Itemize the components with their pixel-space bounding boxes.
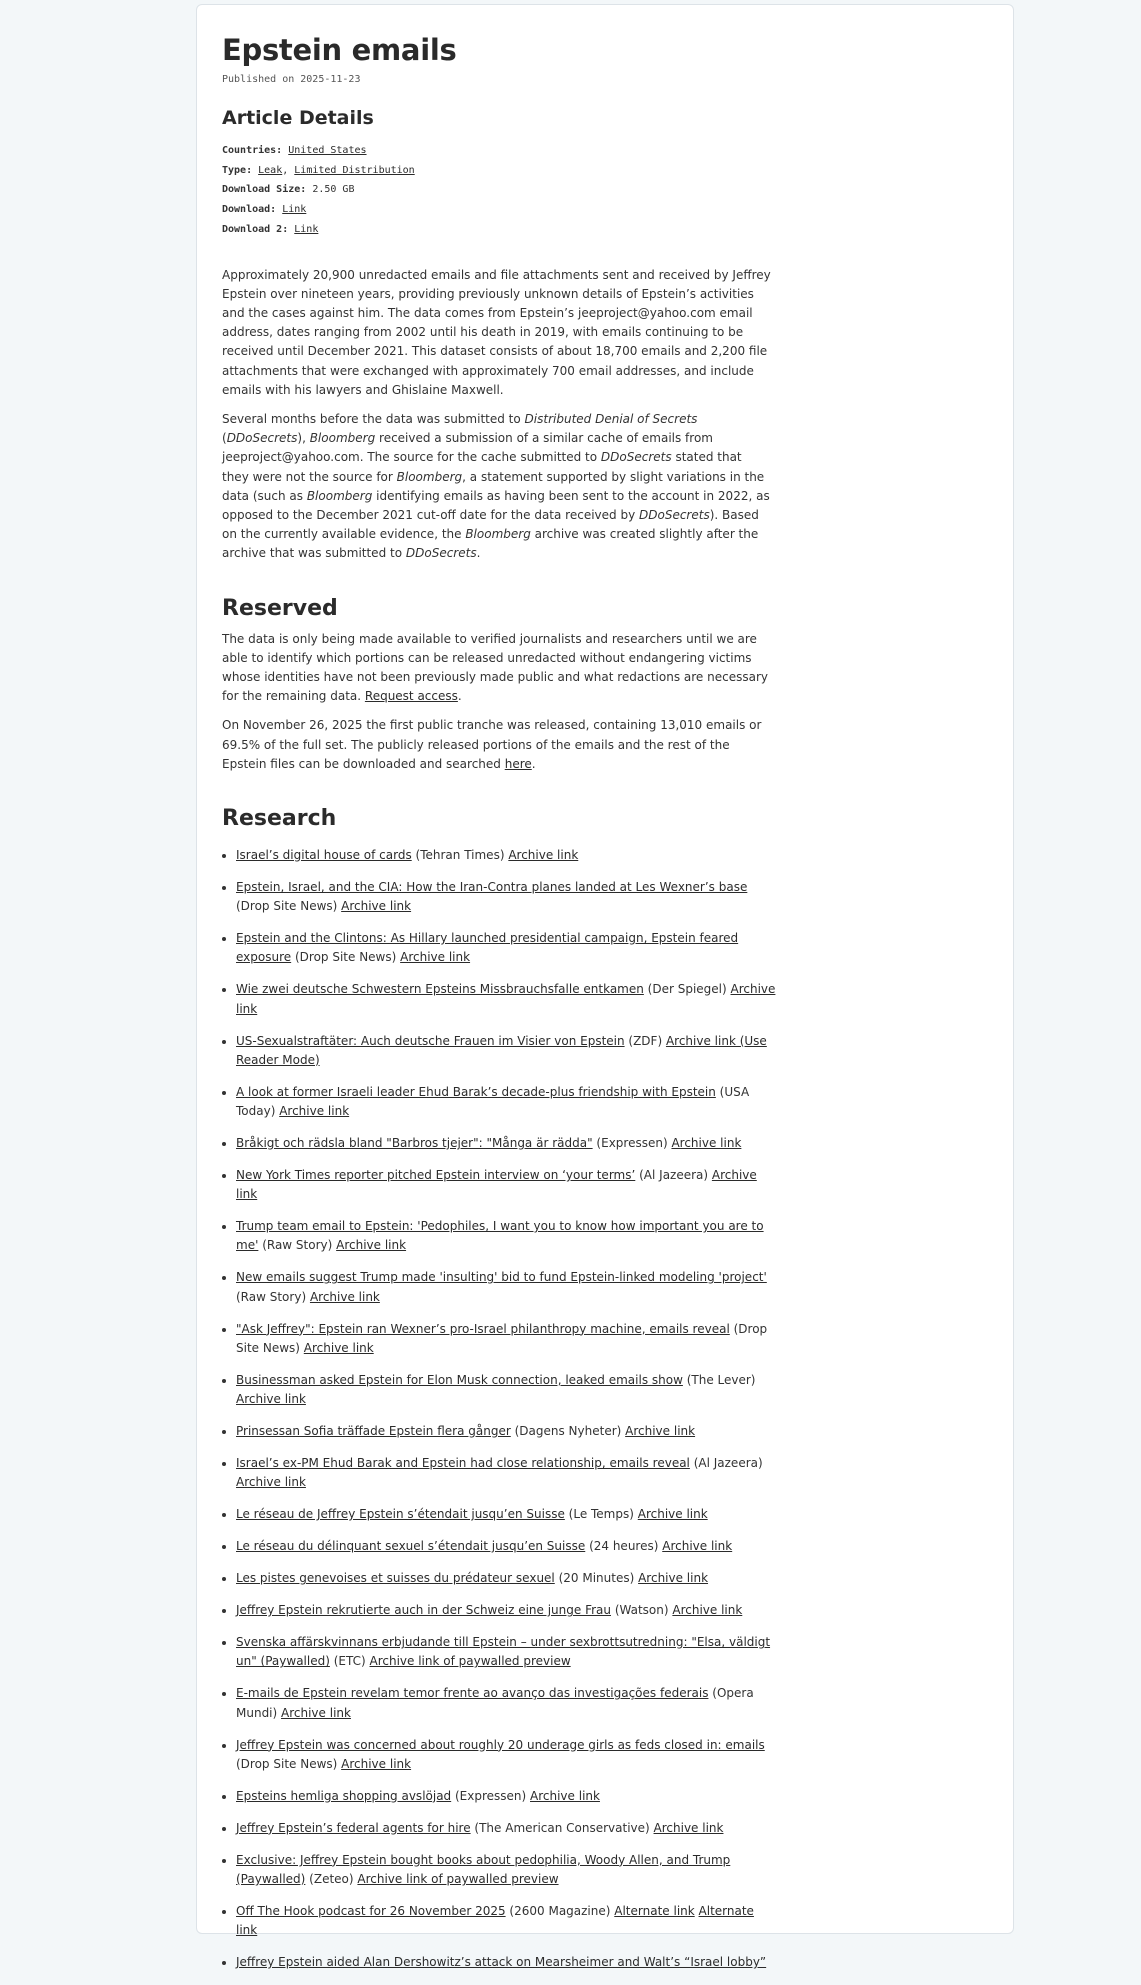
research-archive-link[interactable]: Archive link <box>336 1238 407 1253</box>
size-value: 2.50 GB <box>312 184 355 196</box>
research-source: (Zeteo) <box>305 1872 358 1887</box>
research-source: (Drop Site News) <box>236 1756 342 1771</box>
research-archive-link[interactable]: Alternate link <box>236 1904 754 1938</box>
research-archive-link[interactable]: Archive link <box>672 1603 743 1618</box>
research-archive-link[interactable]: Archive link <box>638 1571 709 1586</box>
research-archive-link[interactable]: Archive link <box>400 950 471 965</box>
research-archive-link[interactable]: Archive link <box>303 1340 374 1355</box>
text-span: . <box>531 756 536 771</box>
research-article-link[interactable]: Svenska affärskvinnans erbjudande till Epstein – under sexbrottsutredning: "Elsa, väldigt un" (Paywalled) <box>236 1635 771 1669</box>
emphasis-bloomberg: Bloomberg <box>465 527 531 542</box>
emphasis-bloomberg: Bloomberg <box>306 488 373 503</box>
research-item <box>236 1633 776 1671</box>
research-item <box>236 1371 776 1409</box>
countries-label: Countries: <box>222 145 283 156</box>
research-item <box>236 1736 776 1774</box>
research-article-link[interactable]: Epstein and the Clintons: As Hillary launched presidential campaign, Epstein feared exposure <box>236 931 739 965</box>
countries-link[interactable]: United States <box>288 145 367 156</box>
text-span: , a statement supported by slight variations in the data (such as <box>222 469 765 503</box>
text-span: ( <box>222 431 227 446</box>
text-span: On November 26, 2025 the first public tranche was released, containing 13,010 emails or 69.5% of the full set. The publicly released portions of the emails and the rest of the Epstein files can be downloaded and searched <box>222 718 762 771</box>
research-archive-link[interactable]: Archive link (Use Reader Mode) <box>236 1033 767 1067</box>
size-row <box>222 180 772 200</box>
research-source: (24 heures) <box>585 1539 663 1554</box>
research-source: (The Lever) <box>682 1372 756 1387</box>
intro-paragraph-2 <box>222 410 772 564</box>
research-article-link[interactable]: "Ask Jeffrey": Epstein ran Wexner’s pro-Israel philanthropy machine, emails reveal <box>236 1321 730 1336</box>
type-label: Type: <box>222 164 253 176</box>
research-source: (Expressen) <box>592 1136 672 1150</box>
download-link[interactable]: Link <box>282 204 307 216</box>
download2-link[interactable]: Link <box>294 223 319 235</box>
research-item <box>236 846 776 865</box>
research-archive-link[interactable]: Archive link <box>281 1705 351 1720</box>
details-heading: Article Details <box>222 107 374 129</box>
download-row <box>222 200 772 220</box>
research-article-link[interactable]: New York Times reporter pitched Epstein interview on ‘your terms’ <box>236 1168 636 1182</box>
text-span: ). Based on the currently available evidence, the <box>222 507 759 542</box>
research-list <box>222 846 776 1972</box>
research-article-link[interactable]: Le réseau de Jeffrey Epstein s’étendait jusqu’en Suisse <box>236 1507 565 1522</box>
research-source: (Der Spiegel) <box>643 982 731 997</box>
research-article-link[interactable]: A look at former Israeli leader Ehud Barak’s decade-plus friendship with Epstein <box>236 1084 716 1099</box>
countries-row <box>222 141 772 161</box>
research-item <box>236 1166 776 1204</box>
research-article-link[interactable]: New emails suggest Trump made 'insulting' bid to fund Epstein-linked modeling 'project' <box>236 1270 767 1285</box>
research-archive-link[interactable]: Archive link <box>236 1475 306 1490</box>
research-source: (Watson) <box>611 1603 673 1618</box>
research-item <box>236 1537 776 1556</box>
research-source: (Drop Site News) <box>291 950 401 965</box>
research-item <box>236 980 776 1018</box>
research-archive-link[interactable]: Archive link <box>279 1104 350 1118</box>
research-item <box>236 1134 776 1153</box>
emphasis-bloomberg: Bloomberg <box>309 431 376 446</box>
text-span: received a submission of a similar cache of emails from jeeproject@yahoo.com. The source for the cache submitted to <box>222 431 713 465</box>
research-article-link[interactable]: Wie zwei deutsche Schwestern Epsteins Missbrauchsfalle entkamen <box>236 982 644 997</box>
intro-paragraph-1: Approximately 20,900 unredacted emails and file attachments sent and received by Jeffrey Epstein over nineteen years, providing previously unknown details of Epstein’s activities and the cases against him. The data comes from Epstein’s jeeproject@yahoo.com email address, dates ranging from 2002 until his death in 2019, with emails continuing to be received until December 2021. This dataset consists of about 18,700 emails and 2,200 file attachments that were exchanged with approximately 700 email addresses, and include emails with his lawyers and Ghislaine Maxwell. <box>222 267 771 397</box>
research-article-link[interactable]: Israel’s digital house of cards <box>236 847 412 862</box>
research-archive-link[interactable]: Archive link <box>341 899 412 914</box>
research-article-link[interactable]: Jeffrey Epstein aided Alan Dershowitz’s attack on Mearsheimer and Walt’s “Israel lobby” <box>236 1955 767 1970</box>
research-article-link[interactable]: Jeffrey Epstein rekrutierte auch in der Schweiz eine junge Frau <box>236 1603 611 1618</box>
research-archive-link[interactable]: Archive link <box>653 1820 724 1835</box>
research-archive-link[interactable]: Archive link <box>625 1424 696 1439</box>
research-item <box>236 1953 776 1972</box>
research-source: (20 Minutes) <box>554 1571 639 1586</box>
research-item <box>236 1787 776 1806</box>
research-source: (Al Jazeera) <box>689 1456 763 1471</box>
research-article-link[interactable]: Bråkigt och rädsla bland "Barbros tjejer": "Många är rädda" <box>236 1136 593 1150</box>
published-date: Published on 2025-11-23 <box>222 74 361 85</box>
research-item <box>236 1454 776 1492</box>
research-article-link[interactable]: Prinsessan Sofia träffade Epstein flera gånger <box>236 1424 511 1439</box>
research-source: (Drop Site News) <box>236 1321 768 1355</box>
research-source: (Expressen) <box>451 1788 531 1803</box>
text-span: Several months before the data was submitted to <box>222 411 525 426</box>
research-source: (2600 Magazine) <box>505 1904 615 1919</box>
download2-row <box>222 220 772 240</box>
reserved-paragraph-2 <box>222 716 772 774</box>
text-span: The data is only being made available to verified journalists and researchers until we are able to identify which portions can be released unredacted without endangering victims whose identities have not been previously made public and what redactions are necessary for the remaining data. <box>222 631 768 704</box>
type-link-leak[interactable]: Leak <box>258 164 283 176</box>
emphasis-ddos: DDoSecrets <box>226 431 298 446</box>
type-row: Type: Leak, Limited Distribution <box>222 164 415 176</box>
research-article-link[interactable]: Jeffrey Epstein was concerned about roughly 20 underage girls as feds closed in: emails <box>236 1737 765 1752</box>
research-item <box>236 1902 776 1940</box>
download2-label: Download 2: <box>222 223 289 235</box>
research-source: (Le Temps) <box>564 1507 638 1522</box>
research-archive-link[interactable]: Archive link <box>637 1507 708 1522</box>
page-title: Epstein emails <box>222 33 457 67</box>
article-details <box>222 141 772 240</box>
research-source: (ETC) <box>329 1654 370 1669</box>
article-content <box>222 31 776 1985</box>
research-article-link[interactable]: Le réseau du délinquant sexuel s’étendait jusqu’en Suisse <box>236 1539 586 1554</box>
research-archive-link[interactable]: Archive link <box>530 1788 600 1803</box>
research-item <box>236 878 776 916</box>
text-span: . <box>457 689 462 704</box>
text-span: stated that they were not the source for <box>222 450 742 484</box>
reserved-heading: Reserved <box>222 595 338 621</box>
research-item <box>236 1217 776 1255</box>
research-source: (USA Today) <box>236 1084 750 1118</box>
research-archive-link[interactable]: Archive link <box>671 1136 742 1150</box>
text-span: identifying emails as having been sent to the account in 2022, as opposed to the December 2021 cut-off date for the data received by <box>222 488 770 522</box>
research-archive-link[interactable]: Archive link <box>236 1392 306 1407</box>
research-source: (Tehran Times) <box>411 847 509 862</box>
research-article-link[interactable]: Exclusive: Jeffrey Epstein bought books about pedophilia, Woody Allen, and Trump (Paywalled) <box>236 1852 731 1887</box>
research-item <box>236 1422 776 1441</box>
research-archive-link[interactable]: Archive link <box>662 1539 733 1554</box>
emphasis-bloomberg: Bloomberg <box>396 469 463 484</box>
research-item <box>236 1569 776 1588</box>
research-article-link[interactable]: Les pistes genevoises et suisses du prédateur sexuel <box>236 1571 555 1586</box>
research-article-link[interactable]: Israel’s ex-PM Ehud Barak and Epstein had close relationship, emails reveal <box>236 1456 690 1471</box>
research-item <box>236 1505 776 1524</box>
research-source: (Dagens Nyheter) <box>510 1424 626 1439</box>
research-item <box>236 1601 776 1620</box>
research-source: (Raw Story) <box>258 1238 337 1253</box>
text-span: ), <box>297 431 310 446</box>
download-label: Download: <box>222 204 277 216</box>
research-article-link[interactable]: Businessman asked Epstein for Elon Musk connection, leaked emails show <box>236 1372 683 1387</box>
research-article-link[interactable]: Epsteins hemliga shopping avslöjad <box>236 1788 452 1803</box>
research-source: (Raw Story) <box>236 1289 310 1304</box>
research-source: (The American Conservative) <box>470 1820 654 1835</box>
research-article-link[interactable]: E-mails de Epstein revelam temor frente ao avanço das investigações federais <box>236 1686 709 1701</box>
text-span: archive was created slightly after the archive that was submitted to <box>222 527 759 561</box>
research-heading: Research <box>222 805 337 831</box>
emphasis-ddos: Distributed Denial of Secrets <box>524 411 698 426</box>
emphasis-ddos: DDoSecrets <box>600 450 672 465</box>
research-article-link[interactable]: Trump team email to Epstein: 'Pedophiles, I want you to know how important you are to me' <box>236 1219 764 1253</box>
research-archive-link[interactable]: Archive link <box>508 847 579 862</box>
research-item <box>236 1819 776 1838</box>
research-source: (Al Jazeera) <box>635 1168 712 1182</box>
research-item <box>236 1268 776 1306</box>
research-source: (ZDF) <box>624 1033 666 1048</box>
research-archive-link[interactable]: Archive link of paywalled preview <box>357 1872 559 1887</box>
research-article-link[interactable]: Jeffrey Epstein’s federal agents for hire <box>236 1820 471 1835</box>
research-article-link[interactable]: Epstein, Israel, and the CIA: How the Iran-Contra planes landed at Les Wexner’s base <box>236 879 748 894</box>
text-span: . <box>476 546 481 561</box>
research-source: (Opera Mundi) <box>236 1686 754 1720</box>
here-link[interactable]: here <box>504 756 532 771</box>
research-article-link[interactable]: Off The Hook podcast for 26 November 2025 <box>236 1904 506 1919</box>
request-access-link[interactable]: Request access <box>364 689 458 704</box>
research-archive-link[interactable]: Archive link <box>341 1756 412 1771</box>
reserved-paragraph-1 <box>222 630 772 707</box>
research-archive-link[interactable]: Archive link <box>236 1168 757 1202</box>
research-source: (Drop Site News) <box>236 899 342 914</box>
research-archive-link[interactable]: Alternate link <box>614 1904 695 1919</box>
emphasis-ddos: DDoSecrets <box>405 546 477 561</box>
research-article-link[interactable]: US-Sexualstraftäter: Auch deutsche Frauen im Visier von Epstein <box>236 1033 625 1048</box>
research-archive-link[interactable]: Archive link <box>309 1289 380 1304</box>
research-item <box>236 1320 776 1358</box>
research-item <box>236 1684 776 1722</box>
research-archive-link[interactable]: Archive link <box>236 982 776 1016</box>
research-item <box>236 929 776 967</box>
research-item <box>236 1032 776 1070</box>
emphasis-ddos: DDoSecrets <box>639 507 710 522</box>
research-item <box>236 1851 776 1889</box>
research-item <box>236 1083 776 1121</box>
size-label: Download Size: <box>222 184 307 196</box>
article-card <box>196 4 1014 1970</box>
research-archive-link[interactable]: Archive link of paywalled preview <box>369 1654 571 1669</box>
type-link-limited[interactable]: Limited Distribution <box>294 164 415 176</box>
